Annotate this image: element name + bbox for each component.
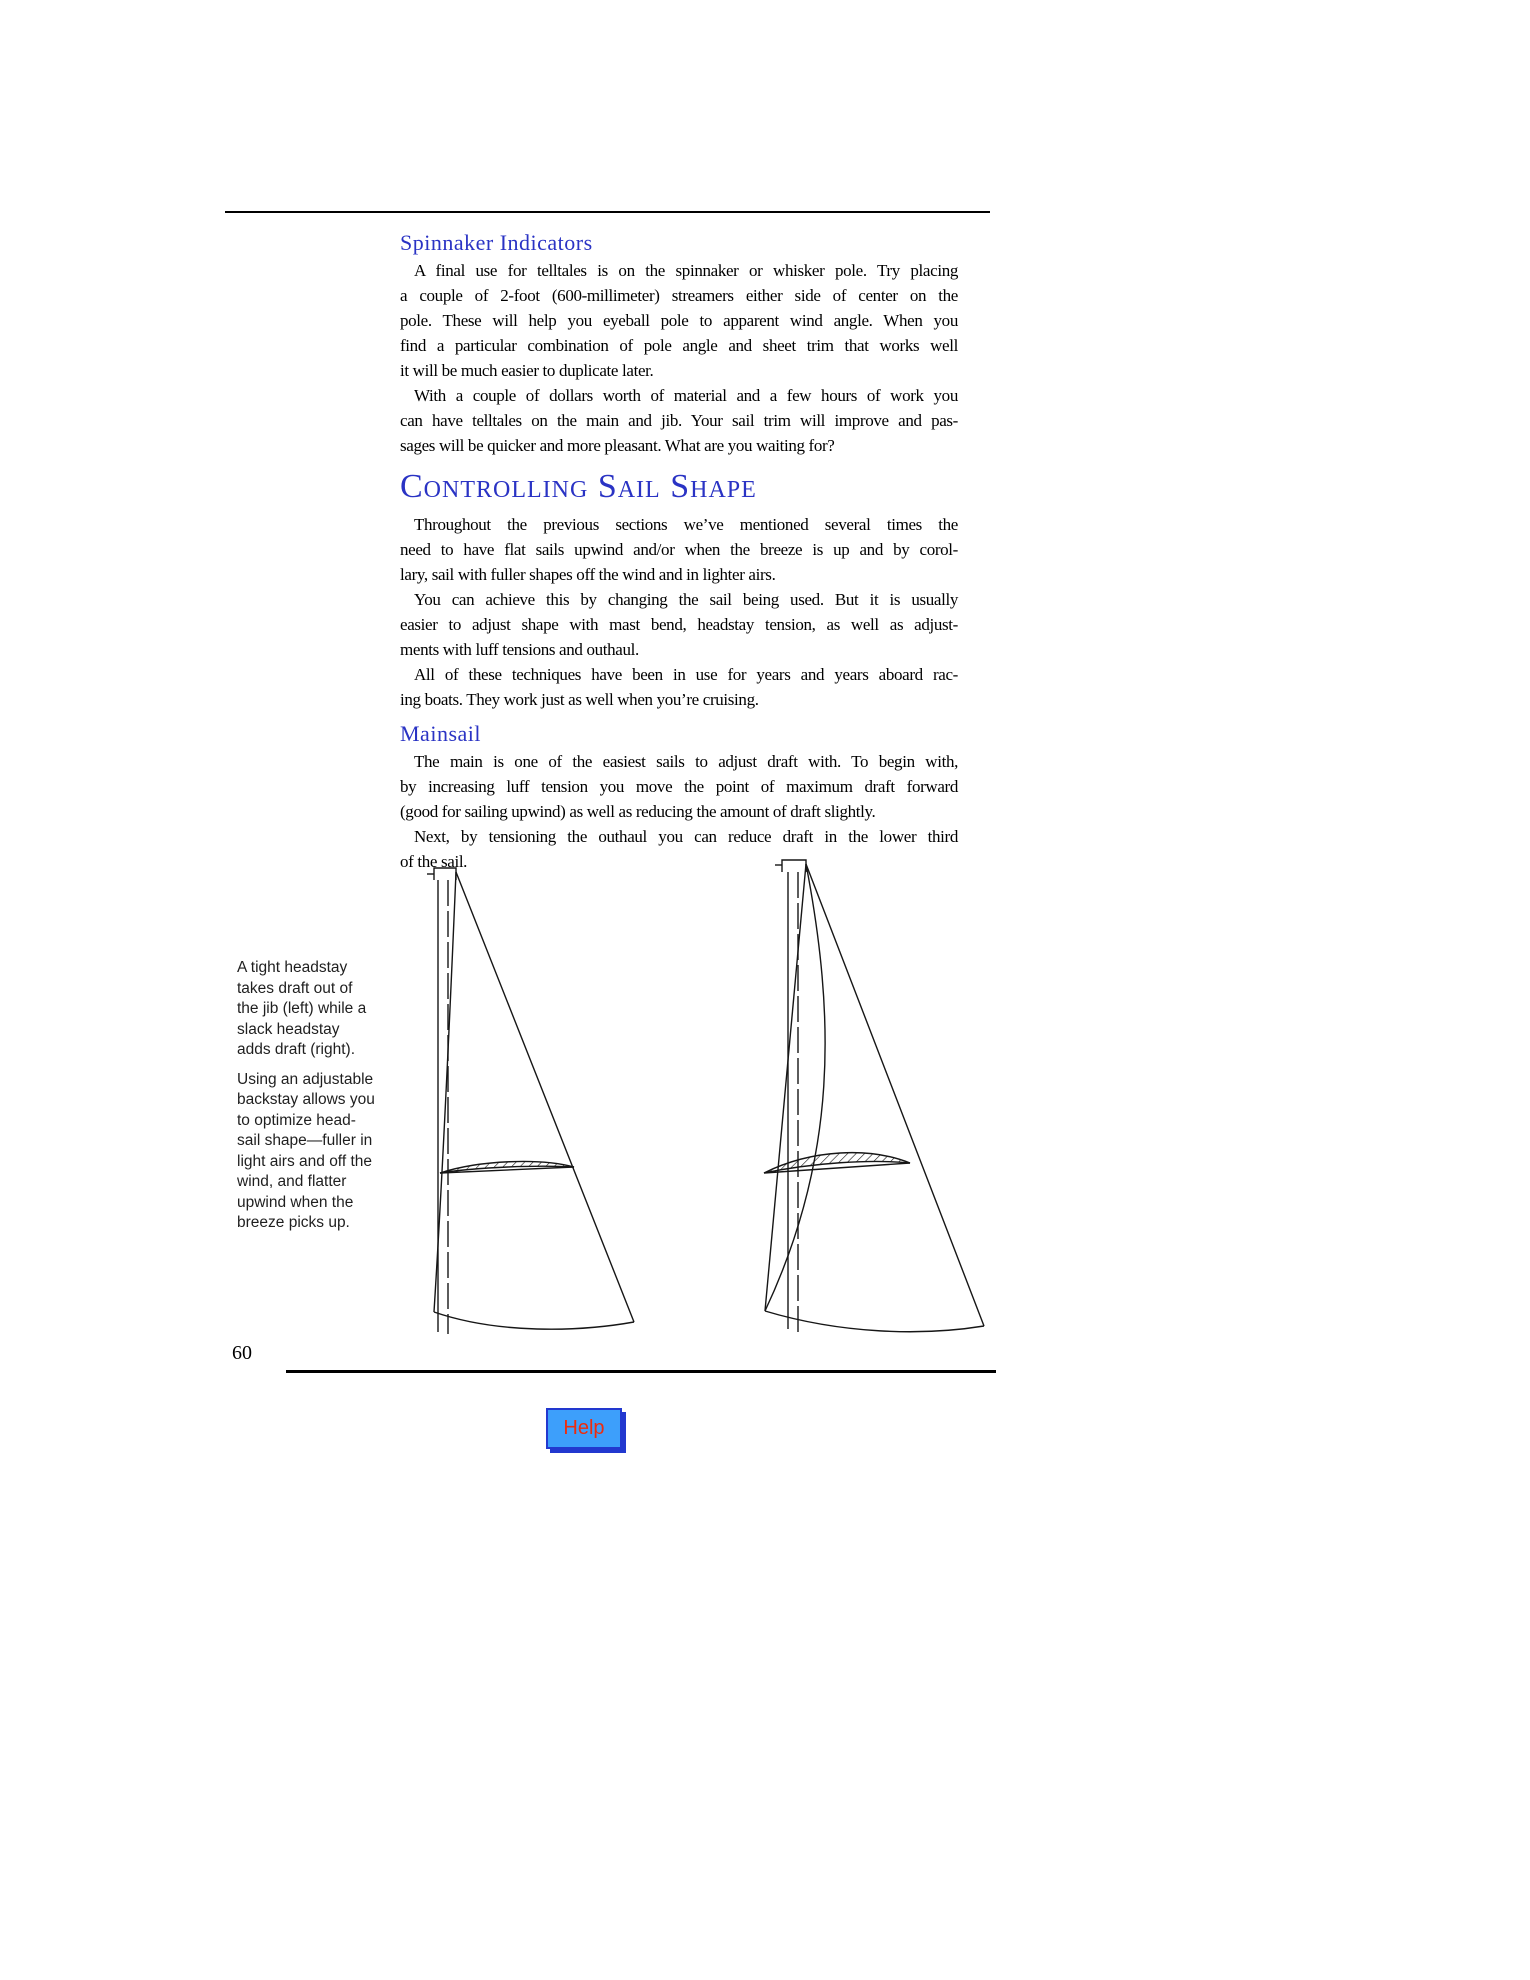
masthead-fitting-icon: [427, 868, 456, 880]
bottom-rule: [286, 1370, 996, 1373]
paragraph-controlling-1: Throughout the previous sections we’ve mentioned several times the need to have flat sails upwind and/or when the breeze is up and by corol- lary, sail with fuller shapes off the wind and in lighter airs.: [400, 515, 958, 584]
main-text-column: [400, 231, 958, 874]
jib-leech-line: [456, 872, 634, 1322]
paragraph-mainsail-1: The main is one of the easiest sails to adjust draft with. To begin with, by increasing luff tension you move the point of maximum draft forward (good for sailing upwind) as well as reducing the amount of draft slightly.: [400, 752, 958, 821]
masthead-fitting-icon: [775, 860, 806, 872]
top-rule: [225, 211, 990, 213]
heading-spinnaker-indicators: Spinnaker Indicators: [400, 230, 593, 255]
slack-headstay-jib-diagram: [712, 856, 1004, 1348]
paragraph-spinnaker-1: A final use for telltales is on the spinnaker or whisker pole. Try placing a couple of 2-foot (600-millimeter) streamers either side of center on the pole. These will help you eyeball pole to apparent wind angle. When you find a particular combination of pole angle and sheet trim that works well it will be much easier to duplicate later.: [400, 261, 958, 380]
tight-headstay-jib-diagram: [398, 864, 660, 1346]
caption-adjustable-backstay: Using an adjustable backstay allows you to optimize head- sail shape—fuller in light airs and off the wind, and flatter upwind when the breeze picks up.: [237, 1070, 375, 1231]
heading-controlling-sail-shape: Controlling Sail Shape: [400, 468, 757, 505]
caption-headstay-draft: A tight headstay takes draft out of the jib (left) while a slack headstay adds draft (right).: [237, 959, 367, 1058]
paragraph-controlling-2: You can achieve this by changing the sail being used. But it is usually easier to adjust shape with mast bend, headstay tension, as well as adjust- ments with luff tensions and outhaul.: [400, 590, 958, 659]
mast-lines: [438, 880, 448, 1334]
heading-mainsail: Mainsail: [400, 721, 481, 746]
jib-luff-line: [434, 872, 456, 1312]
jib-foot-curve: [434, 1312, 634, 1329]
paragraph-spinnaker-2: With a couple of dollars worth of material and a few hours of work you can have telltales on the main and jib. Your sail trim will improve and pas- sages will be quicker and more pleasant. What are you waiting for?: [400, 386, 958, 455]
help-button[interactable]: Help: [546, 1408, 622, 1449]
paragraph-mainsail-2: Next, by tensioning the outhaul you can reduce draft in the lower third of the sail.: [400, 827, 958, 871]
paragraph-controlling-3: All of these techniques have been in use for years and years aboard rac- ing boats. They work just as well when you’re cruising.: [400, 665, 958, 709]
straight-headstay-line: [765, 864, 806, 1311]
mast-lines: [788, 872, 798, 1332]
sagged-luff-curve: [765, 864, 825, 1311]
page-number: 60: [232, 1342, 252, 1364]
margin-captions: [237, 958, 397, 1234]
jib-leech-line: [806, 864, 984, 1326]
draft-stripe-lens: [764, 1153, 910, 1173]
